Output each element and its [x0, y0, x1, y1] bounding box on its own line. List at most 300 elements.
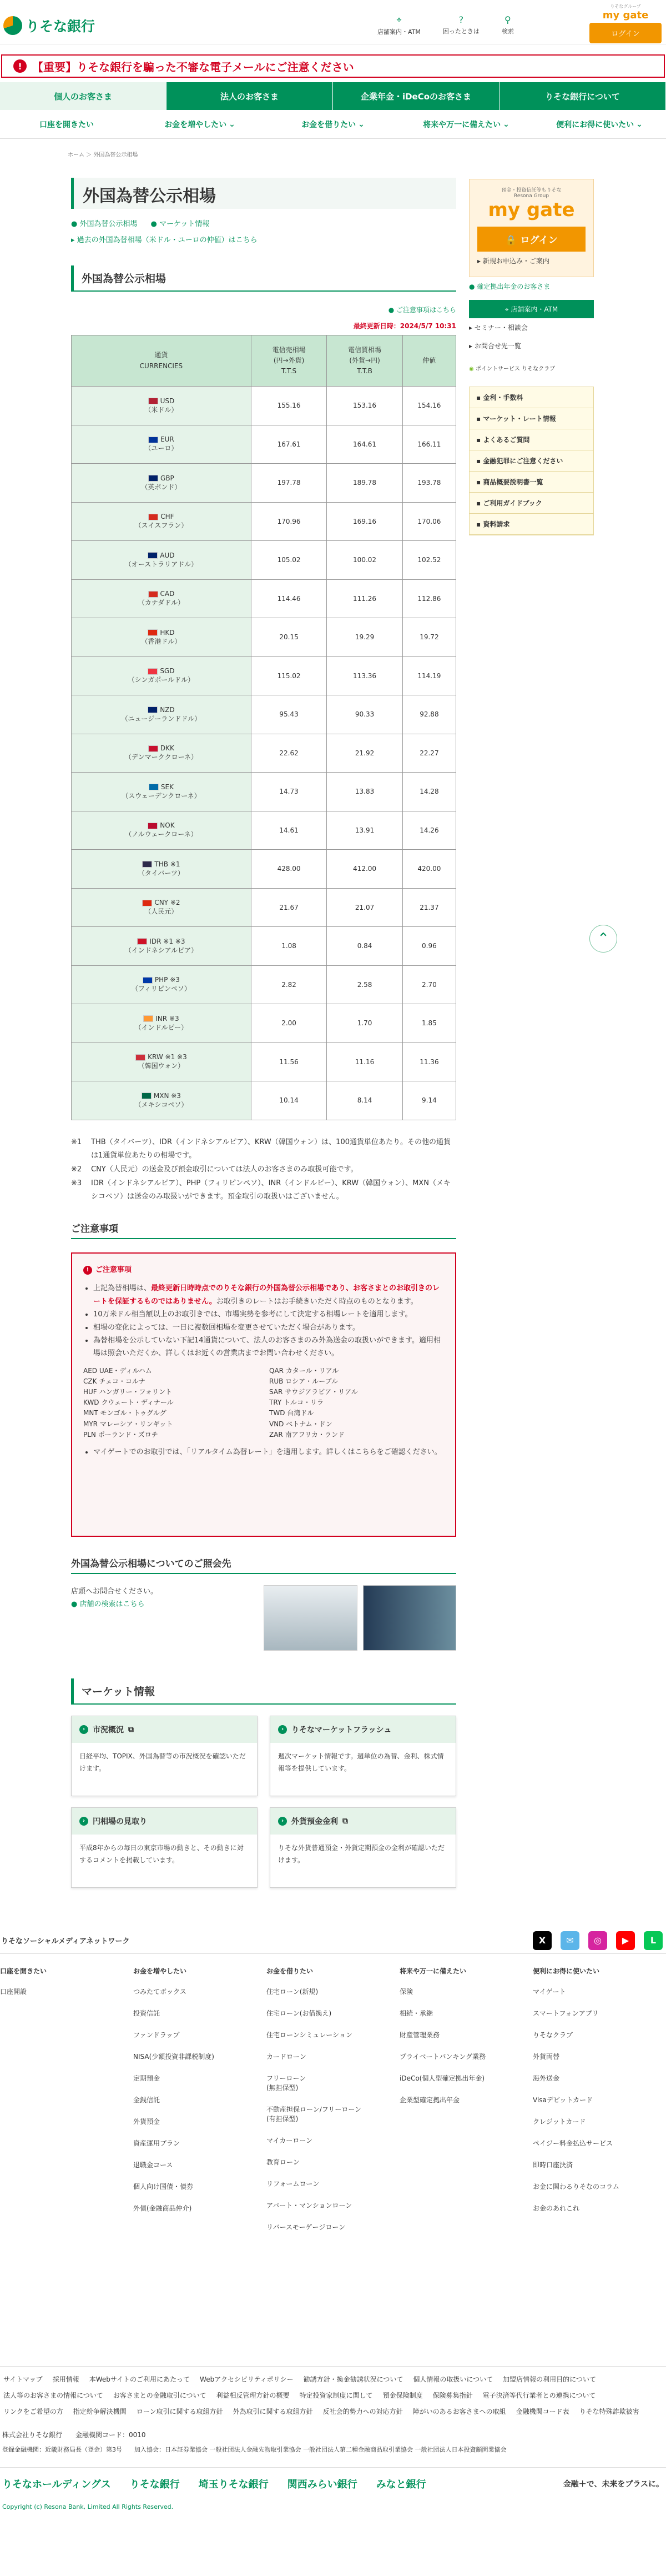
currency-pair: AED UAE・ディルハム	[83, 1366, 152, 1375]
footer-link[interactable]: リバースモーゲージローン	[266, 2223, 346, 2231]
resona-logo[interactable]: りそな銀行	[3, 16, 95, 36]
instagram-icon[interactable]: ◎	[588, 1931, 607, 1950]
rate-tts: 167.61	[251, 425, 326, 464]
footer-link[interactable]: 口座開設	[0, 1988, 27, 1996]
footer-links	[0, 2367, 666, 2420]
col-ttb: 電信買相場 (外貨→円) T.T.B	[327, 335, 402, 387]
footer-bottom-link[interactable]: サイトマップ	[3, 2375, 43, 2383]
currency-cell: NZD （ニュージーランドドル）	[72, 695, 251, 734]
footer-bottom-link[interactable]: りそな特殊詐欺被害	[579, 2408, 639, 2416]
sidebar-link[interactable]: ● 確定拠出年金のお客さま	[469, 283, 551, 290]
chevron-down-icon: ⌄	[503, 119, 509, 129]
footer-bottom-link[interactable]: 金融機関コード表	[516, 2408, 569, 2416]
rate-mid: 1.85	[402, 1004, 456, 1043]
rates-heading: 外国為替公示相場	[71, 265, 456, 292]
x-icon[interactable]: X	[533, 1931, 552, 1950]
search-icon: ⚲	[504, 14, 511, 25]
footer-bottom-link[interactable]: 採用情報	[52, 2375, 79, 2383]
currency-cell: MXN ※3 （メキシコペソ）	[72, 1081, 251, 1120]
footer-column-heading[interactable]: 将来や万一に備えたい	[400, 1967, 467, 1975]
footer-link[interactable]: NISA(少額投資非課税制度)	[133, 2053, 214, 2061]
currency-cell: CAD （カナダドル）	[72, 579, 251, 618]
caution-item: • 為替相場を公示していない下記14通貨について、法人のお客さまのみ外為送金の取扱いができます。適用相場は照会いただくか、詳しくはお近くの営業店までお問い合わせください。	[93, 1334, 444, 1360]
footer-bottom-link[interactable]: 電子決済等代行業者との連携について	[482, 2392, 596, 2400]
footer-bottom-link[interactable]: 本Webサイトのご利用にあたって	[89, 2375, 190, 2383]
footer-bottom-link[interactable]: 特定投資家制度に関して	[299, 2392, 373, 2400]
external-link-icon: ⧉	[128, 1725, 134, 1734]
rate-row	[72, 1004, 456, 1043]
mail-icon[interactable]: ✉	[561, 1931, 579, 1950]
rate-ttb: 1.70	[327, 1004, 402, 1043]
store-search-link[interactable]: ● 店舗の検索はこちら	[71, 1600, 145, 1609]
flag-icon	[148, 745, 158, 752]
sidebar-link[interactable]: ▸ 新規お申込み・ご案内	[477, 257, 549, 265]
footer-bottom-link[interactable]: 保険募集指針	[432, 2392, 473, 2400]
rate-tts: 20.15	[251, 618, 326, 657]
header-nav	[377, 14, 514, 36]
footer-bottom-link[interactable]: 勧誘方針・換金勧誘状況について	[303, 2375, 403, 2383]
footer-link[interactable]: 保険	[400, 1988, 413, 1996]
sidebar-link[interactable]: ▸ お問合せ先一覧	[469, 342, 521, 350]
rate-tts: 170.96	[251, 502, 326, 541]
footer-link[interactable]: お金に関わるりそなのコラム	[533, 2183, 619, 2191]
rate-tts: 22.62	[251, 734, 326, 773]
currency-cell: PHP ※3 （フィリピンペソ）	[72, 965, 251, 1004]
footer-link[interactable]: お金のあれこれ	[533, 2204, 580, 2212]
rate-row	[72, 965, 456, 1004]
footer-column-heading[interactable]: 口座を開きたい	[0, 1967, 47, 1975]
rate-tts: 2.00	[251, 1004, 326, 1043]
caution-title: ! ご注意事項	[83, 1264, 444, 1276]
footer-link[interactable]: 金銭信託	[133, 2096, 160, 2104]
search-link[interactable]: ⚲ 検索	[501, 14, 514, 35]
footer-link[interactable]: 個人向け国債・債券	[133, 2183, 194, 2191]
rate-mid: 2.70	[402, 965, 456, 1004]
caution-heading: ご注意事項	[71, 1221, 456, 1239]
footer-link[interactable]: 退職金コース	[133, 2161, 173, 2169]
footer-link[interactable]: マイゲート	[533, 1988, 566, 1996]
rate-mid: 166.11	[402, 425, 456, 464]
currency-pair: MYR マレーシア・リンギット	[83, 1420, 173, 1428]
caution-item: • 上記為替相場は、最終更新日時時点でのりそな銀行の外国為替公示相場であり、お客さまとのお取引きのレートを保証するものではありません。お取引きのレートはお手続きいただく時点のものとなります。	[93, 1282, 444, 1308]
flag-icon	[148, 591, 158, 598]
rate-ttb: 0.84	[327, 927, 402, 966]
tab-about[interactable]: りそな銀行について	[500, 82, 666, 110]
subnav-convenient[interactable]: 便利にお得に使いたい ⌄	[556, 119, 643, 129]
rate-row	[72, 888, 456, 927]
rate-ttb: 19.29	[327, 618, 402, 657]
footer-link[interactable]: 定期預金	[133, 2074, 160, 2082]
chevron-up-icon: ⌃	[597, 930, 609, 947]
currency-pair: KWD クウェート・ディナール	[83, 1399, 174, 1407]
footer-bottom-link[interactable]: 加盟店情報の利用目的について	[503, 2375, 596, 2383]
lock-icon: 🔒	[505, 235, 517, 246]
flag-icon	[148, 398, 158, 404]
note: ※1 THB（タイバーツ）、IDR（インドネシアルピア）、KRW（韓国ウォン）は、100通貨単位あたり。その他の通貨は1通貨単位あたりの相場です。	[71, 1137, 451, 1160]
rate-ttb: 113.36	[327, 656, 402, 695]
sidebar-menu	[469, 387, 594, 535]
footer-bottom-link[interactable]: 障がいのあるお客さまへの取組	[412, 2408, 506, 2416]
customer-tabs	[0, 82, 666, 110]
market-card[interactable]: › 市況概況 ⧉ 日経平均、TOPIX、外国為替等の市況概況を確認いただけます。	[71, 1716, 258, 1796]
currency-cell: GBP （英ポンド）	[72, 464, 251, 503]
footer-column	[533, 1966, 666, 2244]
footer-link[interactable]: Visaデビットカード	[533, 2096, 593, 2104]
corp-info: 株式会社りそな銀行 金融機関コード：0010 登録金融機関：近畿財務局長（登金）第3号 加入協会：日本証券業協会 一般社団法人金融先物取引業協会 一般社団法人第二種金融商品取引業協会 一般社団法人日本投資顧問業協会	[2, 2430, 507, 2453]
rate-ttb: 189.78	[327, 464, 402, 503]
footer-column-heading[interactable]: お金を増やしたい	[133, 1967, 187, 1975]
footer-bottom-link[interactable]: ローン取引に関する取組方針	[136, 2408, 223, 2416]
inquiry-section	[71, 1556, 456, 1651]
currency-cell: IDR ※1 ※3 （インドネシアルピア）	[72, 927, 251, 966]
note: ※2 CNY（人民元）の送金及び預金取引については法人のお客さまのみ取扱可能です。	[71, 1165, 358, 1174]
footer-link[interactable]: 外債(金融商品仲介)	[133, 2204, 192, 2212]
rate-row	[72, 695, 456, 734]
footer-bottom-link[interactable]: Webアクセシビリティポリシー	[200, 2375, 294, 2383]
footer-bottom-link[interactable]: リンクをご希望の方	[3, 2408, 63, 2416]
resona-mark-icon	[3, 16, 22, 35]
footer-link[interactable]: iDeCo(個人型確定拠出年金)	[400, 2074, 485, 2082]
flag-icon	[148, 706, 158, 713]
market-heading: マーケット情報	[71, 1678, 456, 1705]
brand-logo[interactable]: りそなホールディングス	[2, 2478, 111, 2490]
flag-icon	[142, 1092, 152, 1099]
caution-item: • 10万米ドル相当額以上のお取引きでは、市場実勢を参考にして決定する相場レートを適用します。	[93, 1308, 444, 1321]
arrow-right-icon: ›	[79, 1725, 88, 1734]
rate-row	[72, 618, 456, 657]
rate-mid: 22.27	[402, 734, 456, 773]
unlisted-currency-list	[83, 1366, 444, 1440]
breadcrumb[interactable]: ホーム ＞ 外国為替公示相場	[68, 152, 138, 158]
site-footer	[0, 1927, 666, 2510]
rate-mid: 92.88	[402, 695, 456, 734]
rate-row	[72, 541, 456, 580]
rate-row	[72, 425, 456, 464]
sidebar-menu-item[interactable]: ▪ ご利用ガイドブック	[470, 493, 593, 514]
youtube-icon[interactable]: ▶	[616, 1931, 635, 1950]
anchor-link-rates[interactable]: ● 外国為替公示相場	[71, 220, 138, 228]
header-login-button[interactable]: ログイン	[589, 23, 662, 43]
currency-cell: CNY ※2 （人民元）	[72, 888, 251, 927]
footer-link[interactable]: 住宅ローン(新規)	[266, 1988, 319, 1996]
rate-ttb: 111.26	[327, 579, 402, 618]
rate-tts: 14.61	[251, 811, 326, 850]
rate-tts: 21.67	[251, 888, 326, 927]
footer-link[interactable]: 財産管理業務	[400, 2031, 440, 2039]
footer-bottom-link[interactable]: 法人等のお客さまの情報について	[3, 2392, 103, 2400]
rate-mid: 9.14	[402, 1081, 456, 1120]
anchor-link-market[interactable]: ● マーケット情報	[150, 220, 210, 228]
footer-link[interactable]: 住宅ローンシミュレーション	[266, 2031, 352, 2039]
footer-link[interactable]: 住宅ローン(お借換え)	[266, 2009, 332, 2017]
currency-cell: INR ※3 （インドルピー）	[72, 1004, 251, 1043]
rate-row	[72, 734, 456, 773]
footer-bottom-link[interactable]: 利益相反管理方針の概要	[216, 2392, 290, 2400]
last-updated: 最終更新日時：2024/5/7 10:31	[353, 322, 456, 330]
rate-row	[72, 464, 456, 503]
chevron-down-icon: ⌄	[229, 119, 235, 129]
back-to-top-button[interactable]	[589, 925, 617, 953]
rate-mid: 170.06	[402, 502, 456, 541]
help-link[interactable]: ? 困ったときは	[442, 14, 480, 35]
col-currency: 通貨 CURRENCIES	[72, 335, 251, 387]
main-content	[71, 178, 456, 1888]
rate-ttb: 21.07	[327, 888, 402, 927]
sidebar-menu-item[interactable]: ▪ よくあるご質問	[470, 429, 593, 450]
rate-row	[72, 502, 456, 541]
footer-link[interactable]: 外貨預金	[133, 2118, 160, 2126]
sidebar-link[interactable]: ▸ セミナー・相談会	[469, 324, 528, 332]
footer-link[interactable]: リフォームローン	[266, 2180, 320, 2188]
flag-icon	[148, 437, 158, 443]
slogan: 金融＋で、未来をプラスに。	[563, 2479, 664, 2489]
flag-icon	[142, 900, 152, 906]
rate-row	[72, 927, 456, 966]
currency-cell: HKD （香港ドル）	[72, 618, 251, 657]
footer-link[interactable]: 投資信託	[133, 2009, 160, 2017]
footer-bottom-link[interactable]: 反社会的勢力への対応方針	[322, 2408, 403, 2416]
rate-mid: 193.78	[402, 464, 456, 503]
flag-icon	[148, 629, 158, 636]
rate-tts: 1.08	[251, 927, 326, 966]
footer-link[interactable]: 不動産担保ローン/フリーローン (有担保型)	[266, 2106, 362, 2123]
currency-pair: TWD 台湾ドル	[269, 1409, 314, 1417]
rate-ttb: 13.83	[327, 773, 402, 811]
footer-column	[400, 1966, 533, 2244]
rate-ttb: 8.14	[327, 1081, 402, 1120]
footer-link[interactable]: スマートフォンアプリ	[533, 2009, 599, 2017]
col-mid: 仲値	[402, 335, 456, 387]
currency-pair: CZK チェコ・コルナ	[83, 1377, 145, 1385]
footer-link[interactable]: 企業型確定拠出年金	[400, 2096, 460, 2104]
rate-tts: 155.16	[251, 387, 326, 425]
inquiry-heading: 外国為替公示相場についてのご照会先	[71, 1556, 456, 1574]
currency-pair: MNT モンゴル・トゥグルグ	[83, 1409, 167, 1417]
rate-ttb: 21.92	[327, 734, 402, 773]
rates-table	[71, 335, 456, 1120]
currency-cell: DKK （デンマーククローネ）	[72, 734, 251, 773]
store-atm-button[interactable]: ⌖ 店舗案内・ATM	[469, 300, 594, 318]
rate-mid: 154.16	[402, 387, 456, 425]
caution-box	[71, 1252, 456, 1537]
arrow-right-icon: ›	[278, 1725, 287, 1734]
footer-link[interactable]: 外貨両替	[533, 2053, 560, 2061]
group-brands	[0, 2467, 666, 2500]
footer-bottom-link[interactable]: 預金保険制度	[382, 2392, 423, 2400]
flag-icon	[137, 938, 147, 945]
chevron-down-icon: ⌄	[636, 119, 643, 129]
sidebar-login-button[interactable]: 🔒 ログイン	[477, 227, 586, 252]
currency-pair: ZAR 南アフリカ・ランド	[269, 1430, 345, 1439]
col-tts: 電信売相場 (円→外貨) T.T.S	[251, 335, 326, 387]
rate-tts: 10.14	[251, 1081, 326, 1120]
footer-link[interactable]: クレジットカード	[533, 2118, 586, 2126]
rate-tts: 428.00	[251, 850, 326, 889]
rate-row	[72, 773, 456, 811]
site-header	[0, 0, 666, 44]
currency-cell: CHF （スイスフラン）	[72, 502, 251, 541]
footer-link[interactable]: りそなクラブ	[533, 2031, 573, 2039]
footer-link[interactable]: つみたてボックス	[133, 1988, 186, 1996]
club-icon: ◉	[469, 366, 474, 372]
currency-cell: SEK （スウェーデンクローネ）	[72, 773, 251, 811]
rate-ttb: 11.16	[327, 1043, 402, 1081]
flag-icon	[148, 475, 158, 482]
currency-pair: VND ベトナム・ドン	[269, 1420, 332, 1428]
rate-tts: 114.46	[251, 579, 326, 618]
rate-tts: 115.02	[251, 656, 326, 695]
rate-mid: 14.28	[402, 773, 456, 811]
rate-row	[72, 850, 456, 889]
warning-icon: !	[13, 59, 27, 73]
flag-icon	[148, 514, 158, 520]
currency-cell: KRW ※1 ※3 （韓国ウォン）	[72, 1043, 251, 1081]
market-card[interactable]: › 外貨預金金利 ⧉ りそな外貨普通預金・外貨定期預金の金利が確認いただけます。	[270, 1807, 456, 1888]
sidebar	[469, 179, 594, 535]
footer-bottom-link[interactable]: お客さまとの金融取引について	[113, 2392, 206, 2400]
currency-pair: QAR カタール・リアル	[269, 1366, 339, 1375]
brand-logo[interactable]: 埼玉りそな銀行	[198, 2478, 269, 2490]
past-rates-link[interactable]: ▸ 過去の外国為替相場（米ドル・ユーロの仲値）はこちら	[71, 236, 258, 244]
pin-icon: ⌖	[504, 305, 509, 313]
caution-item: • 相場の変化によっては、一日に複数回相場を変更させていただく場合があります。	[93, 1321, 444, 1334]
flag-icon	[148, 823, 158, 829]
rate-ttb: 164.61	[327, 425, 402, 464]
rate-mid: 0.96	[402, 927, 456, 966]
market-cards	[71, 1716, 456, 1888]
footer-link[interactable]: 即時口座決済	[533, 2161, 573, 2169]
subnav-borrow[interactable]: お金を借りたい ⌄	[301, 119, 365, 129]
currency-cell: SGD （シンガポールドル）	[72, 656, 251, 695]
footer-column	[133, 1966, 266, 2244]
currency-cell: USD （米ドル）	[72, 387, 251, 425]
footer-column-heading[interactable]: お金を借りたい	[266, 1967, 314, 1975]
rate-mid: 19.72	[402, 618, 456, 657]
rate-tts: 197.78	[251, 464, 326, 503]
line-icon[interactable]: L	[644, 1931, 663, 1950]
external-link-icon: ⧉	[342, 1816, 348, 1826]
tab-pension[interactable]: 企業年金・iDeCoのお客さま	[333, 82, 500, 110]
rate-row	[72, 811, 456, 850]
phishing-alert-banner[interactable]: ! 【重要】りそな銀行を騙った不審な電子メールにご注意ください	[1, 54, 665, 78]
currency-pair: RUB ロシア・ルーブル	[269, 1377, 339, 1385]
rate-mid: 420.00	[402, 850, 456, 889]
footer-bottom-link[interactable]: 指定紛争解決機関	[73, 2408, 127, 2416]
rate-ttb: 169.16	[327, 502, 402, 541]
footer-link[interactable]: 資産運用プラン	[133, 2139, 180, 2147]
flag-icon	[142, 861, 152, 868]
currency-cell: NOK （ノルウェークローネ）	[72, 811, 251, 850]
info-icon: !	[83, 1266, 92, 1275]
rate-ttb: 100.02	[327, 541, 402, 580]
footer-link[interactable]: プライベートバンキング業務	[400, 2053, 486, 2061]
subnav-open-account[interactable]: 口座を開きたい	[39, 120, 94, 129]
currency-cell: AUD （オーストラリアドル）	[72, 541, 251, 580]
chevron-down-icon: ⌄	[358, 119, 365, 129]
rate-mid: 14.26	[402, 811, 456, 850]
rate-mid: 21.37	[402, 888, 456, 927]
footer-bottom-link[interactable]: 個人情報の取扱いについて	[413, 2375, 493, 2383]
tab-corporate[interactable]: 法人のお客さま	[167, 82, 333, 110]
rate-row	[72, 387, 456, 425]
footer-bottom-link[interactable]: 外為取引に関する取組方針	[233, 2408, 313, 2416]
resona-club-link[interactable]: ◉ ポイントサービス りそなクラブ	[469, 366, 556, 372]
footer-link[interactable]: 相続・承継	[400, 2009, 433, 2017]
currency-pair: SAR サウジアラビア・リアル	[269, 1388, 358, 1396]
footer-link[interactable]: マイカーローン	[266, 2137, 313, 2144]
rate-mid: 102.52	[402, 541, 456, 580]
sidebar-menu-item[interactable]: ▪ 資料請求	[470, 514, 593, 535]
currency-cell: THB ※1 （タイバーツ）	[72, 850, 251, 889]
flag-icon	[135, 1054, 145, 1061]
sub-nav	[0, 110, 666, 139]
footer-column-heading[interactable]: 便利にお得に使いたい	[533, 1967, 600, 1975]
footer-link[interactable]: ペイジー料金払込サービス	[533, 2139, 613, 2147]
branch-counter-photo	[264, 1585, 357, 1651]
tab-personal[interactable]: 個人のお客さま	[0, 82, 167, 110]
sidebar-menu-item[interactable]: ▪ マーケット・レート情報	[470, 408, 593, 429]
rate-tts: 105.02	[251, 541, 326, 580]
sidebar-menu-item[interactable]: ▪ 金融犯罪にご注意ください	[470, 450, 593, 472]
flag-icon	[149, 784, 159, 790]
caution-link[interactable]: ● ご注意事項はこちら	[388, 306, 456, 314]
flag-icon	[148, 668, 158, 675]
brand-logo[interactable]: 関西みらい銀行	[287, 2478, 357, 2490]
rate-row	[72, 1081, 456, 1120]
currency-pair: HUF ハンガリー・フォリント	[83, 1388, 172, 1396]
rate-ttb: 2.58	[327, 965, 402, 1004]
footer-link[interactable]: フリーローン (無担保型)	[266, 2074, 306, 2092]
brand-logo[interactable]: りそな銀行	[129, 2478, 180, 2490]
rate-tts: 14.73	[251, 773, 326, 811]
rate-ttb: 13.91	[327, 811, 402, 850]
mygate-box: 預金・投資信託等もりそな Resona Group my gate 🔒 ログイン ▸ 新規お申込み・ご案内	[469, 179, 594, 277]
flag-icon	[143, 977, 153, 984]
store-atm-link[interactable]: ⌖ 店舗案内・ATM	[377, 14, 421, 36]
footer-link[interactable]: アパート・マンションローン	[266, 2202, 352, 2209]
subnav-grow[interactable]: お金を増やしたい ⌄	[164, 119, 235, 129]
pin-icon: ⌖	[396, 14, 402, 25]
sidebar-menu-item[interactable]: ▪ 金利・手数料	[470, 387, 593, 408]
footer-link[interactable]: ファンドラップ	[133, 2031, 180, 2039]
market-card[interactable]: › りそなマーケットフラッシュ 週次マーケット情報です。週単位の為替、金利、株式情報等を提供しています。	[270, 1716, 456, 1796]
rate-ttb: 412.00	[327, 850, 402, 889]
copyright: Copyright (c) Resona Bank, Limited All Rights Reserved.	[2, 2503, 174, 2510]
rate-mid: 11.36	[402, 1043, 456, 1081]
rate-tts: 2.82	[251, 965, 326, 1004]
currency-pair: TRY トルコ・リラ	[269, 1399, 324, 1407]
sidebar-menu-item[interactable]: ▪ 商品概要説明書一覧	[470, 472, 593, 493]
footer-link[interactable]: 教育ローン	[266, 2158, 300, 2166]
rate-mid: 112.86	[402, 579, 456, 618]
page-title: 外国為替公示相場	[71, 178, 456, 209]
rate-row	[72, 579, 456, 618]
rate-ttb: 90.33	[327, 695, 402, 734]
rate-row	[72, 656, 456, 695]
brand-logo[interactable]: みなと銀行	[376, 2478, 426, 2490]
footer-link[interactable]: 海外送金	[533, 2074, 560, 2082]
market-card[interactable]: › 円相場の見取り 平成8年からの毎日の東京市場の動きと、その動きに対するコメントを掲載しています。	[71, 1807, 258, 1888]
subnav-prepare[interactable]: 将来や万一に備えたい ⌄	[423, 119, 509, 129]
caution-item: • マイゲートでのお取引では、「リアルタイム為替レート」を適用します。詳しくはこちらをご確認ください。	[93, 1446, 444, 1459]
footer-link[interactable]: カードローン	[266, 2053, 306, 2061]
social-bar: りそなソーシャルメディアネットワーク X ✉ ◎ ▶ L	[0, 1927, 666, 1954]
inquiry-text: 店頭へお問合せください。	[71, 1587, 158, 1596]
question-icon: ?	[458, 14, 464, 25]
note: ※3 IDR（インドネシアルピア）、PHP（フィリピンペソ）、INR（インドルピー）、KRW（韓国ウォン）、MXN（メキシコペソ）は送金のみ取扱いができます。預金取引の取扱いはございません。	[71, 1179, 451, 1201]
flag-icon	[148, 552, 158, 559]
rate-row	[72, 1043, 456, 1081]
